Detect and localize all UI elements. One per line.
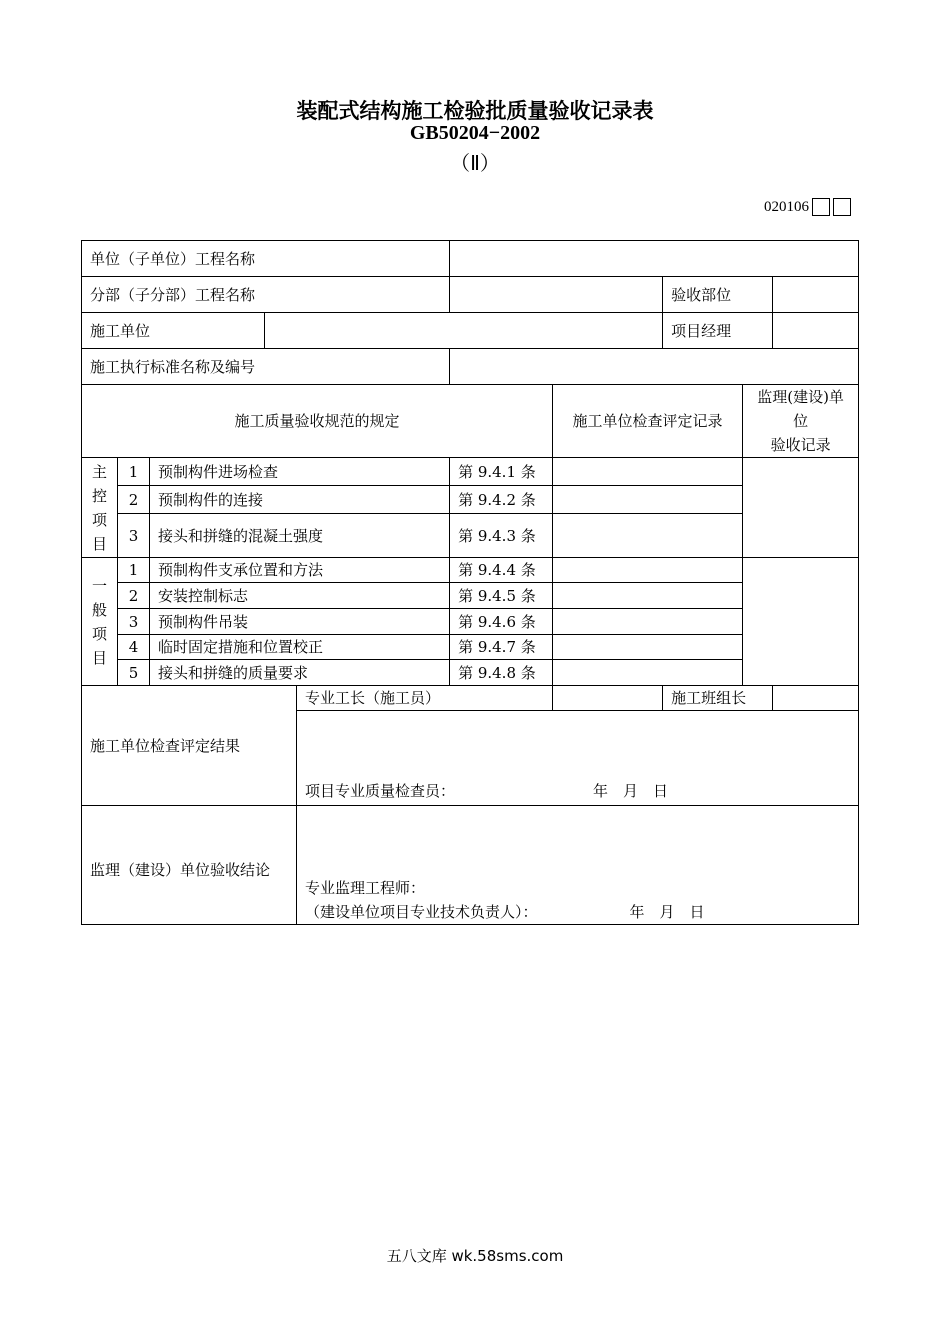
item-name: 接头和拼缝的质量要求 (150, 660, 450, 686)
item-number: 1 (118, 458, 150, 486)
main-items-group-label: 主 控 项 目 (82, 458, 118, 558)
team-leader-label: 施工班组长 (663, 686, 773, 711)
item-record-field[interactable] (553, 609, 743, 635)
code-box-2[interactable] (833, 198, 851, 216)
conclusion-date: 年 月 日 (629, 903, 705, 921)
item-number: 2 (118, 583, 150, 609)
table-row (82, 558, 859, 583)
sub-project-field[interactable] (450, 277, 663, 313)
project-manager-field[interactable] (773, 313, 859, 349)
item-clause: 第 9.4.5 条 (450, 583, 553, 609)
item-clause: 第 9.4.4 条 (450, 558, 553, 583)
item-clause: 第 9.4.1 条 (450, 458, 553, 486)
foreman-field[interactable] (553, 686, 663, 711)
conclusion-signature-area[interactable] (297, 806, 859, 925)
standard-name-field[interactable] (450, 349, 859, 385)
sub-project-label: 分部（子分部）工程名称 (82, 277, 450, 313)
item-record-field[interactable] (553, 558, 743, 583)
unit-project-label: 单位（子单位）工程名称 (82, 241, 450, 277)
form-code-text: 020106 (764, 198, 809, 215)
supervisor-header-line2: 验收记录 (770, 436, 831, 454)
inspector-label: 项目专业质量检查员： (305, 782, 456, 800)
item-number: 1 (118, 558, 150, 583)
part-number: （Ⅱ） (450, 151, 500, 175)
result-label: 施工单位检查评定结果 (82, 686, 297, 806)
engineer-label: 专业监理工程师： (305, 879, 426, 897)
general-items-supervisor-field[interactable] (743, 558, 859, 686)
item-number: 5 (118, 660, 150, 686)
result-date: 年 月 日 (593, 782, 669, 800)
item-number: 4 (118, 635, 150, 660)
item-record-field[interactable] (553, 486, 743, 514)
conclusion-label: 监理（建设）单位验收结论 (82, 806, 297, 925)
construction-unit-label: 施工单位 (82, 313, 265, 349)
construction-unit-field[interactable] (265, 313, 663, 349)
result-signature-area[interactable] (297, 711, 859, 806)
item-name: 临时固定措施和位置校正 (150, 635, 450, 660)
item-record-field[interactable] (553, 583, 743, 609)
item-clause: 第 9.4.2 条 (450, 486, 553, 514)
inspection-form-table (81, 240, 859, 925)
owner-label: （建设单位项目专业技术负责人）： (305, 903, 538, 921)
item-number: 3 (118, 609, 150, 635)
item-clause: 第 9.4.3 条 (450, 514, 553, 558)
team-leader-field[interactable] (773, 686, 859, 711)
table-row (82, 609, 859, 635)
item-clause: 第 9.4.7 条 (450, 635, 553, 660)
table-row (82, 514, 859, 558)
supervisor-column-header (743, 385, 859, 458)
item-clause: 第 9.4.8 条 (450, 660, 553, 686)
form-code (764, 198, 851, 216)
item-number: 3 (118, 514, 150, 558)
item-record-field[interactable] (553, 458, 743, 486)
document-title: 装配式结构施工检验批质量验收记录表 (296, 99, 654, 123)
item-name: 安装控制标志 (150, 583, 450, 609)
project-manager-label: 项目经理 (663, 313, 773, 349)
table-row (82, 458, 859, 486)
record-column-header: 施工单位检查评定记录 (553, 385, 743, 458)
acceptance-part-field[interactable] (773, 277, 859, 313)
item-record-field[interactable] (553, 660, 743, 686)
item-record-field[interactable] (553, 514, 743, 558)
foreman-label: 专业工长（施工员） (297, 686, 553, 711)
table-row (82, 660, 859, 686)
item-record-field[interactable] (553, 635, 743, 660)
item-number: 2 (118, 486, 150, 514)
acceptance-part-label: 验收部位 (663, 277, 773, 313)
unit-project-field[interactable] (450, 241, 859, 277)
item-name: 预制构件支承位置和方法 (150, 558, 450, 583)
code-box-1[interactable] (812, 198, 830, 216)
footer-watermark: 五八文库 wk.58sms.com (386, 1247, 564, 1265)
standard-name-label: 施工执行标准名称及编号 (82, 349, 450, 385)
main-items-supervisor-field[interactable] (743, 458, 859, 558)
supervisor-header-line1: 监理(建设)单位 (757, 388, 844, 430)
item-name: 接头和拼缝的混凝土强度 (150, 514, 450, 558)
table-row (82, 635, 859, 660)
item-clause: 第 9.4.6 条 (450, 609, 553, 635)
table-row (82, 583, 859, 609)
table-row (82, 486, 859, 514)
standard-number: GB50204−2002 (409, 122, 541, 144)
spec-column-header: 施工质量验收规范的规定 (82, 385, 553, 458)
general-items-group-label: 一 般 项 目 (82, 558, 118, 686)
item-name: 预制构件进场检查 (150, 458, 450, 486)
item-name: 预制构件吊装 (150, 609, 450, 635)
item-name: 预制构件的连接 (150, 486, 450, 514)
